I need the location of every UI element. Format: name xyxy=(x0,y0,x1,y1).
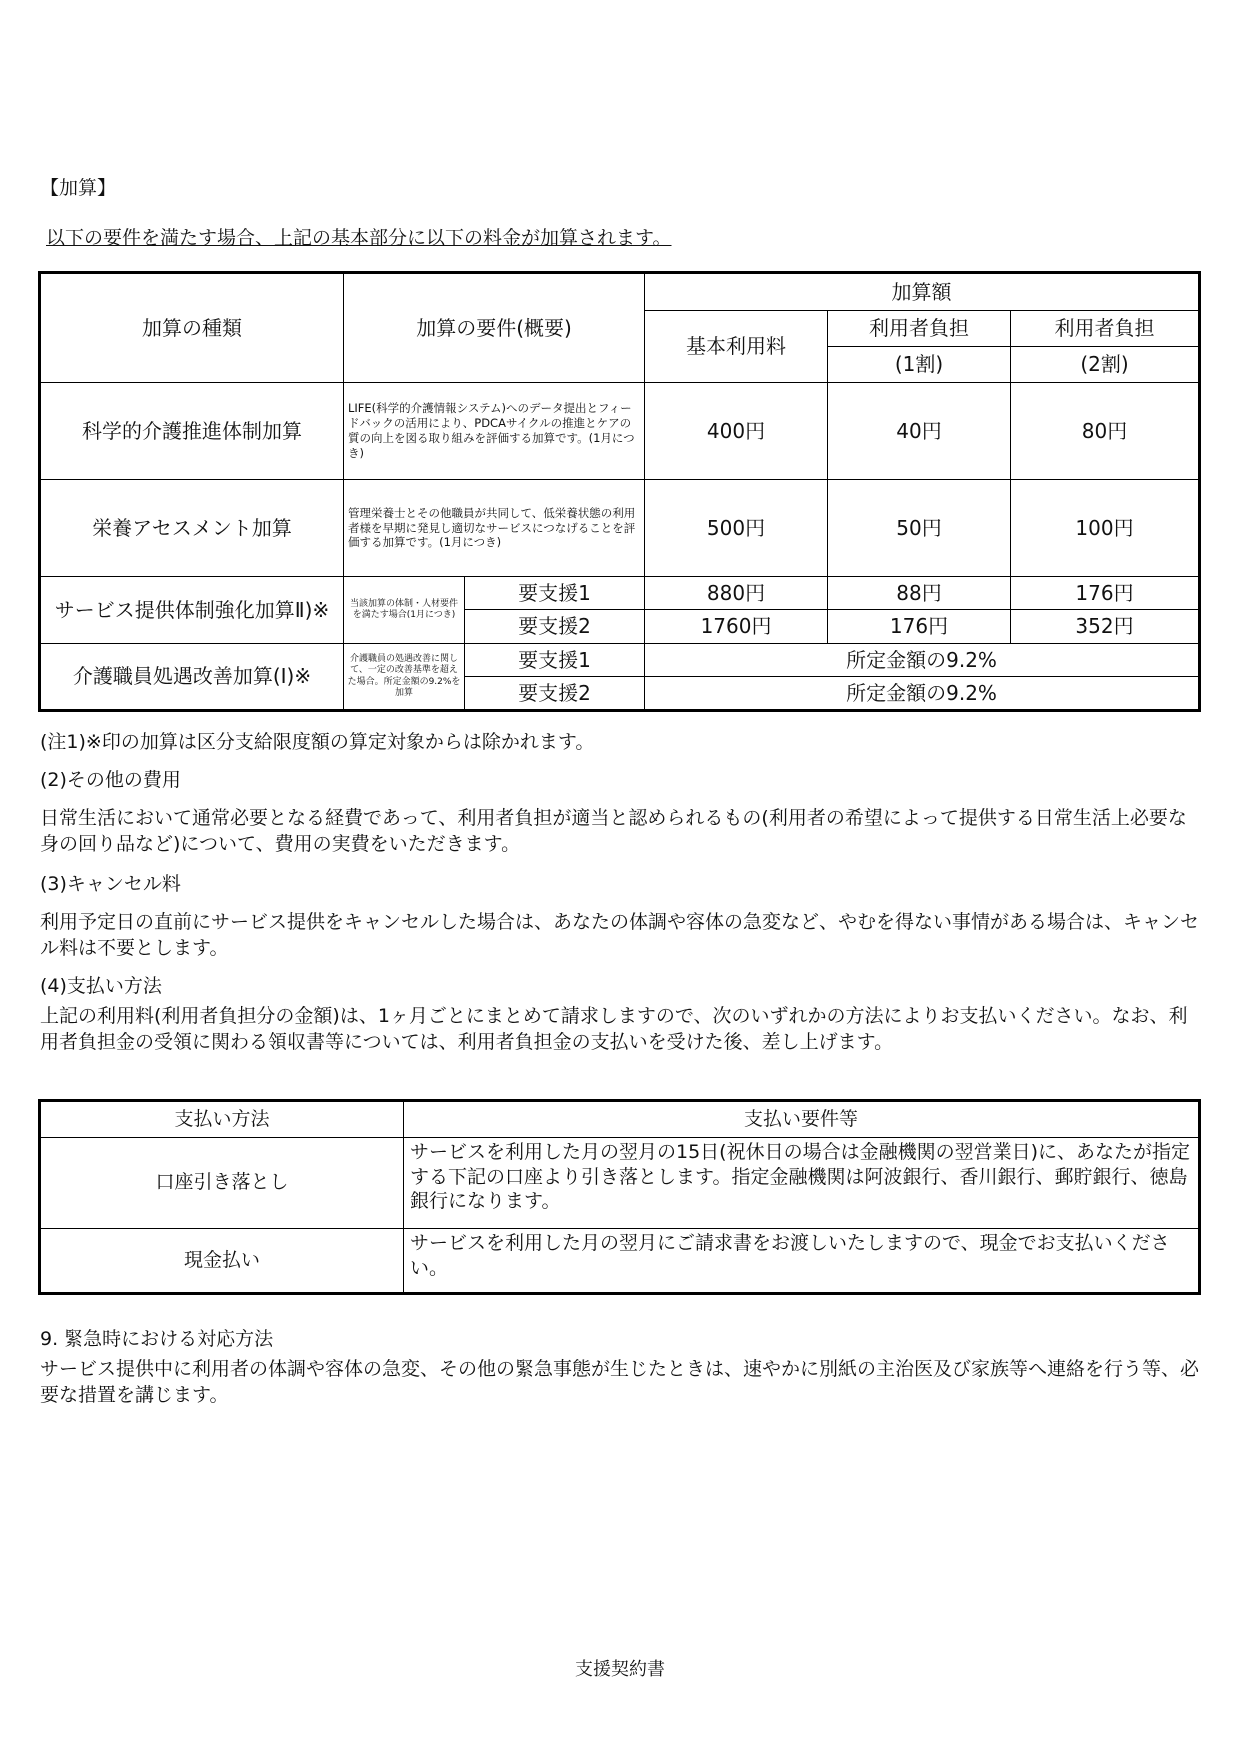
payment-header-row xyxy=(40,1101,1200,1138)
emergency-title: 9. 緊急時における対応方法 xyxy=(40,1328,274,1350)
row-name: 栄養アセスメント加算 xyxy=(40,480,344,577)
intro-underlined: 以下の要件を満たす場合、上記の基本部分に以下の料金が加算 xyxy=(46,227,579,249)
service-one: 88円 xyxy=(828,577,1011,610)
service-two: 352円 xyxy=(1011,610,1200,644)
header-type: 加算の種類 xyxy=(40,273,344,383)
other-costs-title: (2)その他の費用 xyxy=(40,769,181,791)
row-name: 科学的介護推進体制加算 xyxy=(40,383,344,480)
kasan-table xyxy=(38,271,1201,712)
staff-row-requirement: 介護職員の処遇改善に関して、一定の改善基準を超えた場合。所定金額の9.2%を加算 xyxy=(344,644,465,711)
service-base: 1760円 xyxy=(645,610,828,644)
page-footer: 支援契約書 xyxy=(575,1659,665,1680)
row-requirement: LIFE(科学的介護情報システム)へのデータ提出とフィードバックの活用により、PDCAサイクルの推進とケアの質の向上を図る取り組みを評価する加算です。(1月につき) xyxy=(344,383,645,480)
service-one: 176円 xyxy=(828,610,1011,644)
header-user-burden-2: 利用者負担 xyxy=(1011,311,1200,347)
header-ratio-1: (1割) xyxy=(828,347,1011,383)
header-user-burden-1: 利用者負担 xyxy=(828,311,1011,347)
table-row xyxy=(40,577,1200,610)
service-row-name: サービス提供体制強化加算Ⅱ)※ xyxy=(40,577,344,644)
payment-table xyxy=(38,1099,1201,1295)
row-base: 400円 xyxy=(645,383,828,480)
staff-row-name: 介護職員処遇改善加算(Ⅰ)※ xyxy=(40,644,344,711)
other-costs-body: 日常生活において通常必要となる経費であって、利用者負担が適当と認められるもの(利用者の希望によって提供する日常生活上必要な身の回り品など)について、費用の実費をいただきます。 xyxy=(40,807,1187,855)
staff-amount: 所定金額の9.2% xyxy=(645,644,1200,677)
table-row xyxy=(40,1229,1200,1294)
emergency-body: サービス提供中に利用者の体調や容体の急変、その他の緊急事態が生じたときは、速やかに別紙の主治医及び家族等へ連絡を行う等、必要な措置を講じます。 xyxy=(40,1358,1200,1406)
payment-method: 口座引き落とし xyxy=(40,1138,404,1229)
payment-method: 現金払い xyxy=(40,1229,404,1294)
service-base: 880円 xyxy=(645,577,828,610)
payment-header-method: 支払い方法 xyxy=(40,1101,404,1138)
service-row-requirement: 当該加算の体制・人材要件を満たす場合(1月につき) xyxy=(344,577,465,644)
service-two: 176円 xyxy=(1011,577,1200,610)
service-level: 要支援1 xyxy=(465,577,645,610)
table-row xyxy=(40,644,1200,677)
table-row xyxy=(40,480,1200,577)
service-level: 要支援2 xyxy=(465,610,645,644)
header-requirement: 加算の要件(概要) xyxy=(344,273,645,383)
row-requirement: 管理栄養士とその他職員が共同して、低栄養状態の利用者様を早期に発見し適切なサービスにつなげることを評価する加算です。(1月につき) xyxy=(344,480,645,577)
kasan-header-row-1 xyxy=(40,273,1200,311)
header-ratio-2: (2割) xyxy=(1011,347,1200,383)
cancel-fee-title: (3)キャンセル料 xyxy=(40,873,181,895)
payment-body: 上記の利用料(利用者負担分の金額)は、1ヶ月ごとにまとめて請求しますので、次のいずれかの方法によりお支払いください。なお、利用者負担金の受領に関わる領収書等については、利用者負担金の支払いを受けた後、差し上げます。 xyxy=(40,1005,1188,1053)
payment-header-detail: 支払い要件等 xyxy=(404,1101,1200,1138)
table-row xyxy=(40,383,1200,480)
row-one: 40円 xyxy=(828,383,1011,480)
staff-amount: 所定金額の9.2% xyxy=(645,677,1200,711)
section-heading: 【加算】 xyxy=(40,177,117,199)
table-row xyxy=(40,1138,1200,1229)
header-amount: 加算額 xyxy=(645,273,1200,311)
row-two: 80円 xyxy=(1011,383,1200,480)
intro-text xyxy=(46,226,672,252)
payment-detail: サービスを利用した月の翌月にご請求書をお渡しいたしますので、現金でお支払いください。 xyxy=(404,1229,1200,1294)
cancel-fee-body: 利用予定日の直前にサービス提供をキャンセルした場合は、あなたの体調や容体の急変など、やむを得ない事情がある場合は、キャンセル料は不要とします。 xyxy=(40,911,1200,959)
row-one: 50円 xyxy=(828,480,1011,577)
note-1: (注1)※印の加算は区分支給限度額の算定対象からは除かれます。 xyxy=(40,731,595,753)
payment-title: (4)支払い方法 xyxy=(40,975,162,997)
intro-tail: されます。 xyxy=(578,227,672,249)
row-base: 500円 xyxy=(645,480,828,577)
row-two: 100円 xyxy=(1011,480,1200,577)
staff-level: 要支援2 xyxy=(465,677,645,711)
payment-detail: サービスを利用した月の翌月の15日(祝休日の場合は金融機関の翌営業日)に、あなたが指定する下記の口座より引き落とします。指定金融機関は阿波銀行、香川銀行、郵貯銀行、徳島銀行になります。 xyxy=(404,1138,1200,1229)
header-base: 基本利用料 xyxy=(645,311,828,383)
staff-level: 要支援1 xyxy=(465,644,645,677)
